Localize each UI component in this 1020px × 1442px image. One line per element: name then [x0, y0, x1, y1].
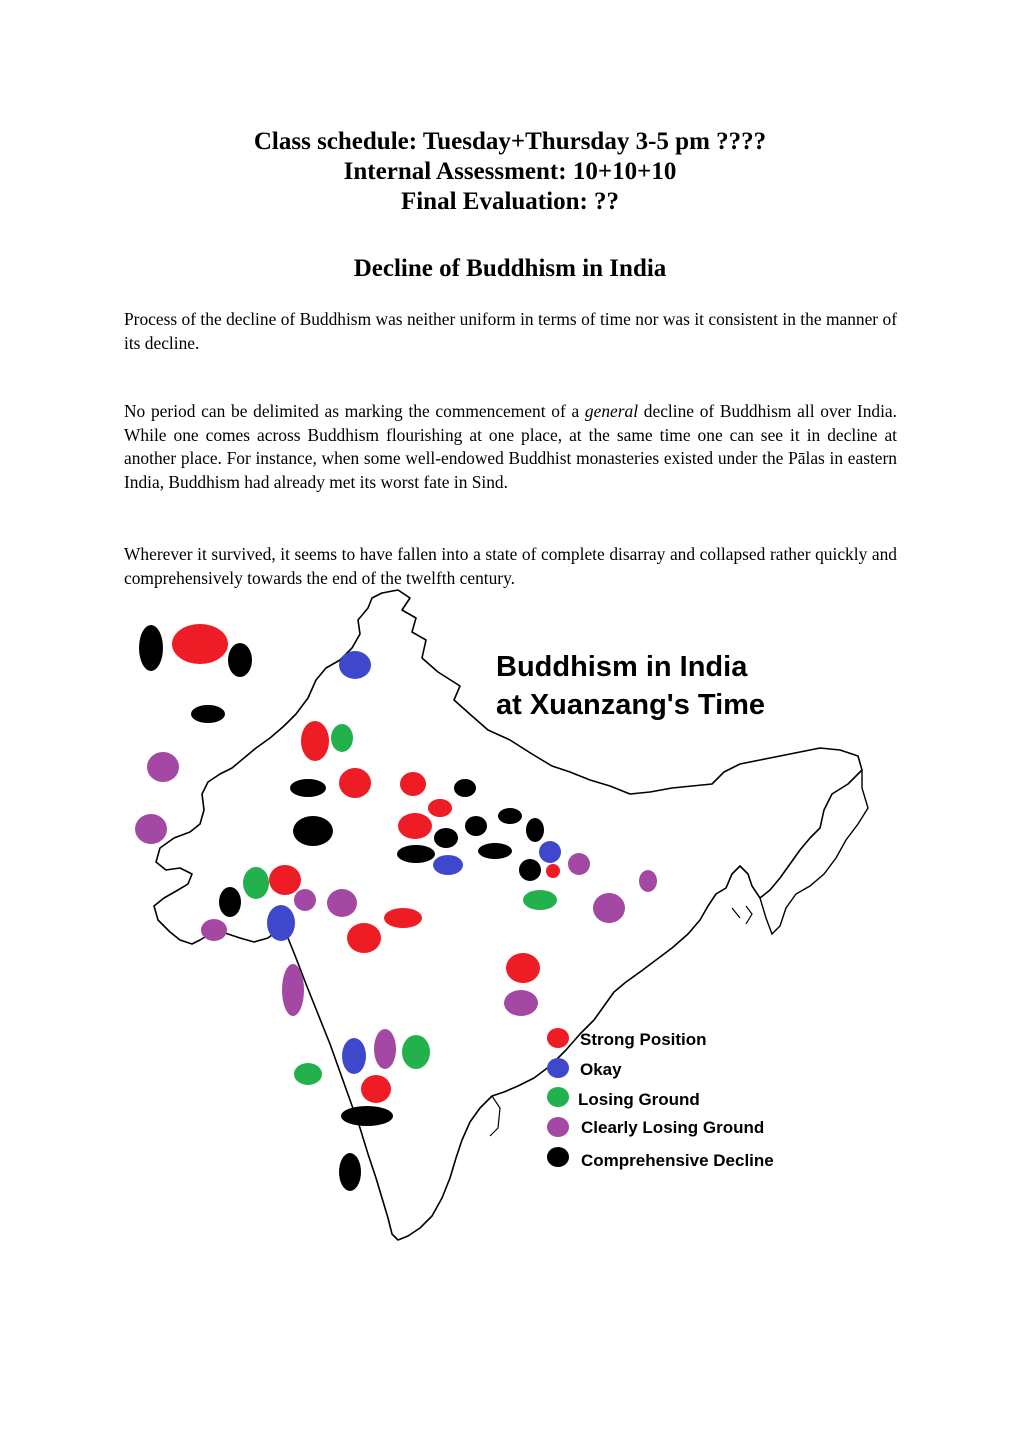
legend-label-okay: Okay: [580, 1060, 622, 1079]
map-legend: [547, 1028, 774, 1170]
legend-swatch-okay: [547, 1058, 569, 1078]
marker-strong: [428, 799, 452, 817]
marker-clearly-losing: [201, 919, 227, 941]
marker-strong: [546, 864, 560, 878]
legend-label-decline: Comprehensive Decline: [581, 1151, 774, 1170]
marker-decline: [498, 808, 522, 824]
map-title-line-1: Buddhism in India: [496, 651, 748, 683]
class-schedule-line: Class schedule: Tuesday+Thursday 3-5 pm ????: [253, 128, 767, 155]
legend-label-strong: Strong Position: [580, 1030, 707, 1049]
india-outline: [154, 590, 862, 1240]
marker-decline: [397, 845, 435, 863]
internal-assessment-line: Internal Assessment: 10+10+10: [343, 158, 677, 185]
marker-decline: [139, 625, 163, 671]
marker-clearly-losing: [294, 889, 316, 911]
marker-strong: [172, 624, 228, 664]
marker-losing: [243, 867, 269, 899]
marker-clearly-losing: [504, 990, 538, 1016]
marker-clearly-losing: [282, 964, 304, 1016]
marker-decline: [290, 779, 326, 797]
course-header: [0, 127, 1020, 217]
india-map-svg: [120, 588, 920, 1268]
marker-decline: [339, 1153, 361, 1191]
marker-decline: [191, 705, 225, 723]
coastal-islands: [732, 906, 752, 924]
marker-decline: [228, 643, 252, 677]
marker-okay: [433, 855, 463, 875]
paragraph-2: [124, 400, 897, 494]
paragraph-3: Wherever it survived, it seems to have fallen into a state of complete disarray and collapsed rather quickly and comprehensively towards the end of the twelfth century.: [124, 544, 897, 588]
marker-okay: [267, 905, 295, 941]
legend-swatch-strong: [547, 1028, 569, 1048]
final-evaluation-line: Final Evaluation: ??: [400, 188, 620, 215]
marker-decline: [454, 779, 476, 797]
marker-decline: [434, 828, 458, 848]
legend-label-clearly-losing: Clearly Losing Ground: [581, 1118, 765, 1137]
marker-strong: [347, 923, 381, 953]
marker-strong: [398, 813, 432, 839]
legend-swatch-decline: [547, 1147, 569, 1167]
marker-losing: [402, 1035, 430, 1069]
marker-clearly-losing: [568, 853, 590, 875]
legend-swatch-clearly-losing: [547, 1117, 569, 1137]
paragraph-1: Process of the decline of Buddhism was neither uniform in terms of time nor was it consistent in the manner of its decline.: [124, 309, 897, 353]
marker-clearly-losing: [374, 1029, 396, 1069]
marker-decline: [478, 843, 512, 859]
marker-strong: [339, 768, 371, 798]
paragraph-2-end: decline of Buddhism all over India. While one comes across Buddhism flourishing at one place, at the same time one can see it in decline at another place. For instance, when some well-endowed Buddhist monasteries existed under the Pālas in eastern India, Buddhism had already met its worst fate in Sind.: [124, 401, 897, 492]
marker-decline: [341, 1106, 393, 1126]
marker-strong: [269, 865, 301, 895]
marker-clearly-losing: [135, 814, 167, 844]
marker-strong: [384, 908, 422, 928]
marker-okay: [342, 1038, 366, 1074]
document-title: Decline of Buddhism in India: [353, 255, 667, 282]
marker-decline: [219, 887, 241, 917]
paragraph-2-emphasis: general: [584, 401, 639, 421]
paragraph-2-start: No period can be delimited as marking the commencement of a: [124, 401, 585, 421]
marker-decline: [293, 816, 333, 846]
southern-coast-detail: [490, 1096, 500, 1136]
marker-decline: [526, 818, 544, 842]
marker-decline: [465, 816, 487, 836]
marker-decline: [519, 859, 541, 881]
legend-swatch-losing: [547, 1087, 569, 1107]
marker-strong: [361, 1075, 391, 1103]
buddhism-map-figure: [120, 588, 920, 1268]
marker-strong: [301, 721, 329, 761]
legend-label-losing: Losing Ground: [578, 1090, 700, 1109]
marker-strong: [506, 953, 540, 983]
marker-losing: [523, 890, 557, 910]
marker-clearly-losing: [327, 889, 357, 917]
marker-clearly-losing: [147, 752, 179, 782]
marker-okay: [539, 841, 561, 863]
marker-losing: [294, 1063, 322, 1085]
marker-clearly-losing: [593, 893, 625, 923]
marker-okay: [339, 651, 371, 679]
map-title-line-2: at Xuanzang's Time: [496, 689, 766, 721]
marker-clearly-losing: [639, 870, 657, 892]
marker-strong: [400, 772, 426, 796]
marker-losing: [331, 724, 353, 752]
